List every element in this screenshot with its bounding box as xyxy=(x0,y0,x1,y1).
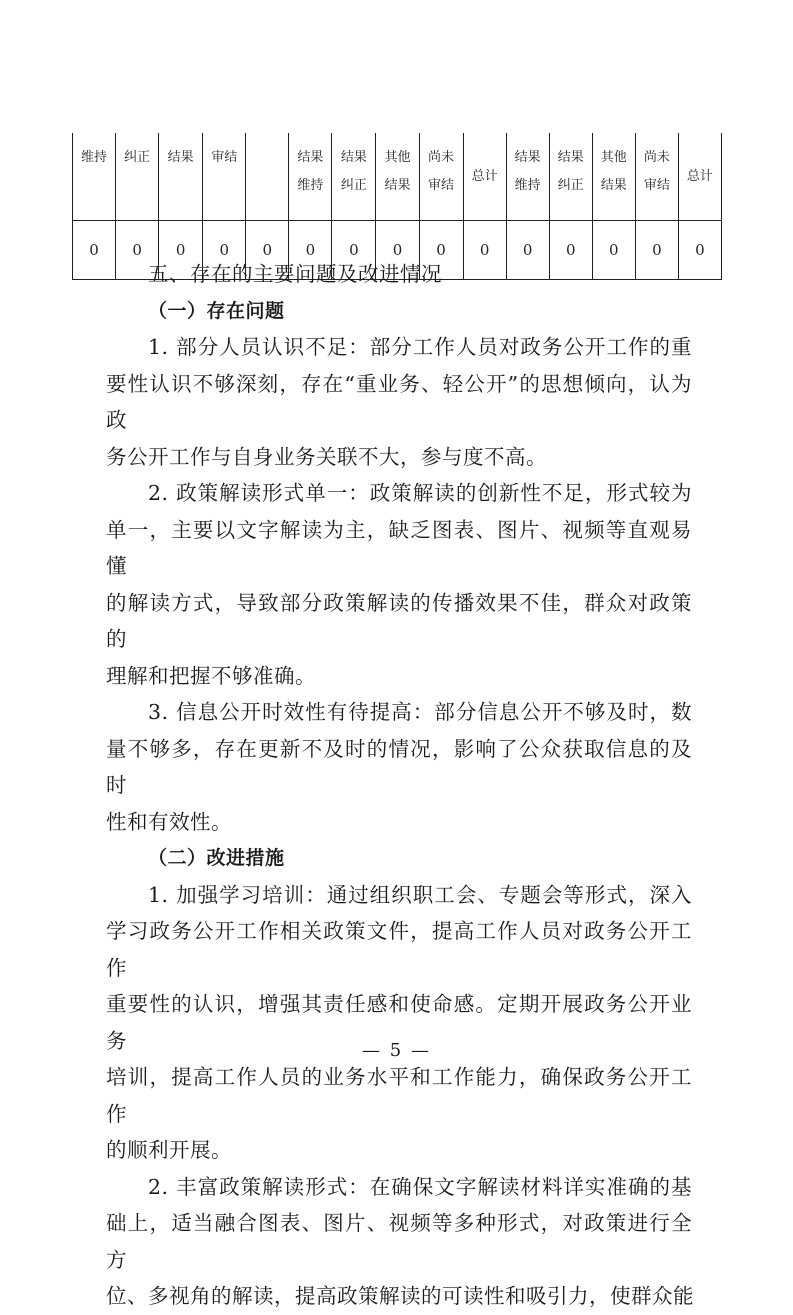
paragraph-line: 1. 加强学习培训：通过组织职工会、专题会等形式，深入 xyxy=(148,882,692,907)
header-label: 总计 xyxy=(686,168,713,184)
paragraph-line: 培训，提高工作人员的业务水平和工作能力，确保政务公开工作 xyxy=(106,1065,692,1126)
table-cell: 0 xyxy=(203,221,246,280)
table-cell: 0 xyxy=(73,221,116,280)
header-label: 尚未 xyxy=(428,150,455,165)
measures-list xyxy=(106,877,692,1315)
header-label: 审结 xyxy=(211,150,238,165)
problem-paragraph xyxy=(106,329,692,475)
table-cell: 0 xyxy=(116,221,159,280)
measure-paragraph xyxy=(106,877,692,1169)
paragraph-line: 理解和把握不够准确。 xyxy=(106,663,316,688)
paragraph-line: 学习政务公开工作相关政策文件，提高工作人员对政务公开工作 xyxy=(106,919,692,980)
header-label: 纠正 xyxy=(340,178,367,193)
table-header-cell xyxy=(506,133,549,221)
section-heading: 五、存在的主要问题及改进情况 xyxy=(148,262,442,286)
header-label: 尚未 xyxy=(643,150,670,165)
table-header-cell xyxy=(635,133,678,221)
paragraph-line: 2. 政策解读形式单一：政策解读的创新性不足，形式较为 xyxy=(148,481,692,505)
header-label: 总计 xyxy=(471,168,498,184)
table-header-cell xyxy=(159,133,203,221)
table-header-cell xyxy=(203,133,246,221)
paragraph-line: 要性认识不够深刻，存在“重业务、轻公开”的思想倾向，认为政 xyxy=(106,371,692,432)
header-label: 审结 xyxy=(643,178,670,193)
table-cell: 0 xyxy=(159,221,203,280)
paragraph-line: 3. 信息公开时效性有待提高：部分信息公开不够及时，数 xyxy=(148,700,692,724)
table-header-cell xyxy=(376,133,419,221)
table-cell: 0 xyxy=(376,221,419,280)
table-header-cell xyxy=(332,133,376,221)
table-header-cell xyxy=(246,133,289,221)
paragraph-line: 务公开工作与自身业务关联不大，参与度不高。 xyxy=(106,444,547,469)
measure-paragraph xyxy=(106,1169,692,1315)
table-header-cell xyxy=(289,133,332,221)
problems-list xyxy=(106,329,692,840)
header-label: 结果 xyxy=(557,150,584,165)
paragraph-line: 单一，主要以文字解读为主，缺乏图表、图片、视频等直观易懂 xyxy=(106,517,692,578)
page-number: — 5 — xyxy=(362,1040,431,1061)
header-label: 结果 xyxy=(167,150,194,165)
paragraph-line: 2. 丰富政策解读形式：在确保文字解读材料详实准确的基 xyxy=(148,1174,692,1199)
header-label: 审结 xyxy=(428,178,455,193)
header-label: 结果 xyxy=(297,150,324,165)
problem-paragraph xyxy=(106,475,692,694)
body-text xyxy=(106,256,692,1315)
header-label: 结果 xyxy=(340,150,367,165)
paragraph-line: 位、多视角的解读，提高政策解读的可读性和吸引力，使群众能 xyxy=(106,1284,694,1308)
header-label: 维持 xyxy=(81,150,108,165)
table-header-cell xyxy=(592,133,635,221)
header-label: 结果 xyxy=(600,178,627,193)
table-header-cell xyxy=(419,133,463,221)
header-label: 结果 xyxy=(384,178,411,193)
table-cell: 0 xyxy=(592,221,635,280)
table-header-cell xyxy=(73,133,116,221)
table-cell: 0 xyxy=(506,221,549,280)
table-header-row xyxy=(73,133,722,221)
table-cell: 0 xyxy=(463,221,506,280)
paragraph-line: 础上，适当融合图表、图片、视频等多种形式，对政策进行全方 xyxy=(106,1211,692,1272)
table-header-cell xyxy=(549,133,592,221)
paragraph-line: 的解读方式，导致部分政策解读的传播效果不佳，群众对政策的 xyxy=(106,590,692,651)
problem-paragraph xyxy=(106,694,692,840)
paragraph-line: 重要性的认识，增强其责任感和使命感。定期开展政务公开业务 xyxy=(106,992,692,1053)
header-label: 其他 xyxy=(600,150,627,165)
paragraph-line: 的顺利开展。 xyxy=(106,1138,232,1162)
subsection-heading-problems: （一）存在问题 xyxy=(148,299,285,322)
paragraph-line: 1. 部分人员认识不足：部分工作人员对政务公开工作的重 xyxy=(148,335,692,359)
paragraph-line: 性和有效性。 xyxy=(106,809,232,834)
table-cell: 0 xyxy=(289,221,332,280)
table-cell: 0 xyxy=(332,221,376,280)
subsection-heading-measures: （二）改进措施 xyxy=(148,847,285,869)
header-label: 结果 xyxy=(514,150,541,165)
table-cell: 0 xyxy=(246,221,289,280)
table-cell: 0 xyxy=(635,221,678,280)
header-label: 维持 xyxy=(514,178,541,193)
table-cell: 0 xyxy=(549,221,592,280)
table-header-cell xyxy=(678,133,721,221)
header-label: 纠正 xyxy=(557,178,584,193)
table-cell: 0 xyxy=(419,221,463,280)
header-label: 其他 xyxy=(384,150,411,165)
table-header-cell xyxy=(463,133,506,221)
header-label: 维持 xyxy=(297,178,324,193)
paragraph-line: 量不够多，存在更新不及时的情况，影响了公众获取信息的及时 xyxy=(106,736,692,797)
header-label: 纠正 xyxy=(124,150,151,165)
table-header-cell xyxy=(116,133,159,221)
table-cell: 0 xyxy=(678,221,721,280)
